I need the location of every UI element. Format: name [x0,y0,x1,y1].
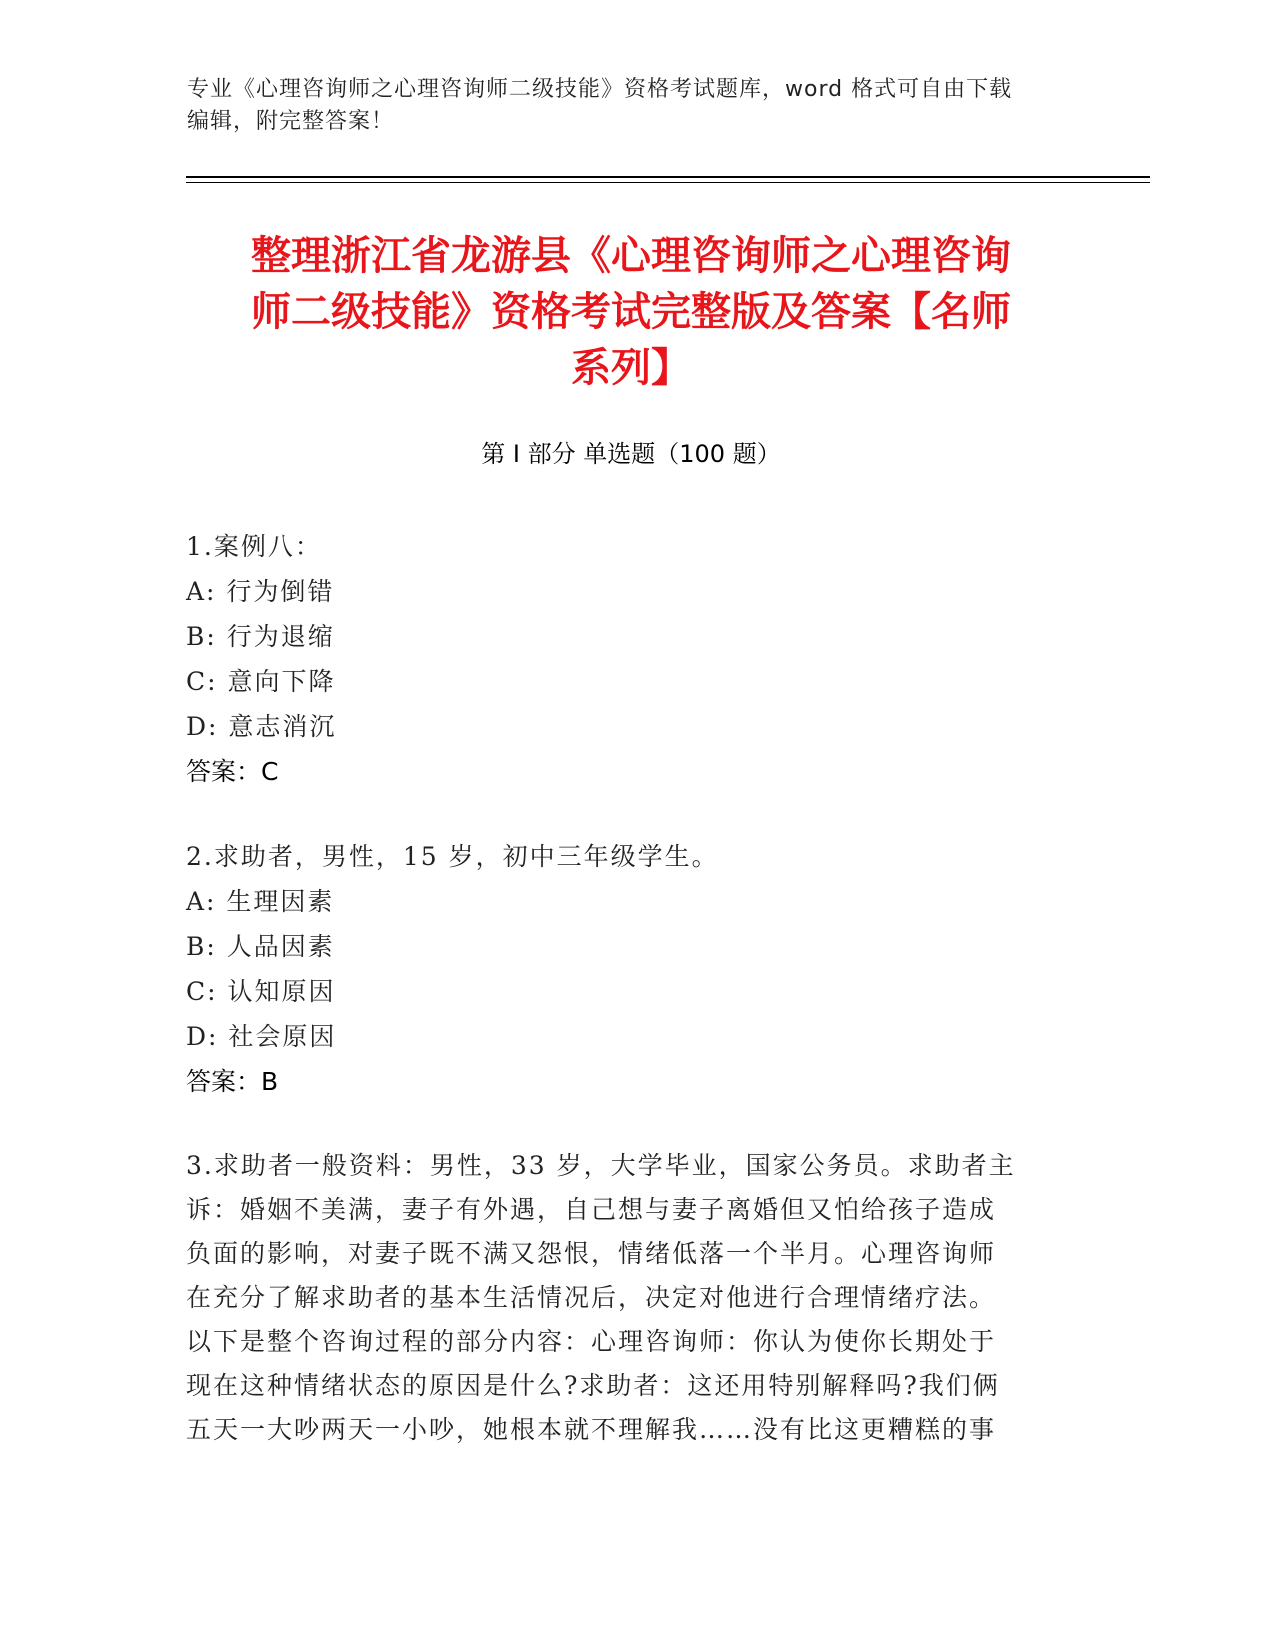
header-rule-thick [186,176,1150,178]
option-d: D: 社会原因 [186,1022,337,1051]
answer: 答案：B [186,1067,279,1096]
title-line-1: 整理浙江省龙游县《心理咨询师之心理咨询 [251,233,1011,279]
option-a: A: 生理因素 [186,887,335,916]
question-list [186,524,1066,1492]
option-c: C: 意向下降 [186,667,336,696]
header-line-1: 专业《心理咨询师之心理咨询师二级技能》资格考试题库，word 格式可自由下载 [187,77,1013,102]
option-c: C: 认知原因 [186,977,336,1006]
page-header [187,74,1067,138]
question-stem: 1.案例八： [186,532,322,561]
question-stem-line: 3.求助者一般资料：男性，33 岁，大学毕业，国家公务员。求助者主 [186,1151,1016,1180]
option-d: D: 意志消沉 [186,712,337,741]
question-2 [186,834,1066,1104]
question-stem-line: 现在这种情绪状态的原因是什么?求助者：这还用特别解释吗?我们俩 [186,1371,1000,1400]
title-line-3: 系列】 [571,345,691,391]
header-line-2: 编辑，附完整答案！ [187,109,395,134]
question-stem: 2.求助者，男性，15 岁，初中三年级学生。 [186,842,719,871]
question-1 [186,524,1066,794]
answer: 答案：C [186,757,279,786]
document-title [186,228,1076,396]
question-3 [186,1144,1066,1452]
option-a: A: 行为倒错 [186,577,335,606]
option-b: B: 人品因素 [186,932,335,961]
section-heading: 第 I 部分 单选题（100 题） [481,440,781,468]
question-stem-line: 五天一大吵两天一小吵，她根本就不理解我……没有比这更糟糕的事 [186,1415,997,1444]
option-b: B: 行为退缩 [186,622,335,651]
header-rule-thin [186,182,1150,183]
question-stem-line: 诉：婚姻不美满，妻子有外遇，自己想与妻子离婚但又怕给孩子造成 [186,1195,997,1224]
question-stem-line: 负面的影响，对妻子既不满又怨恨，情绪低落一个半月。心理咨询师 [186,1239,997,1268]
title-line-2: 师二级技能》资格考试完整版及答案【名师 [251,289,1011,335]
question-stem-line: 在充分了解求助者的基本生活情况后，决定对他进行合理情绪疗法。 [186,1283,997,1312]
question-stem-line: 以下是整个咨询过程的部分内容：心理咨询师：你认为使你长期处于 [186,1327,997,1356]
